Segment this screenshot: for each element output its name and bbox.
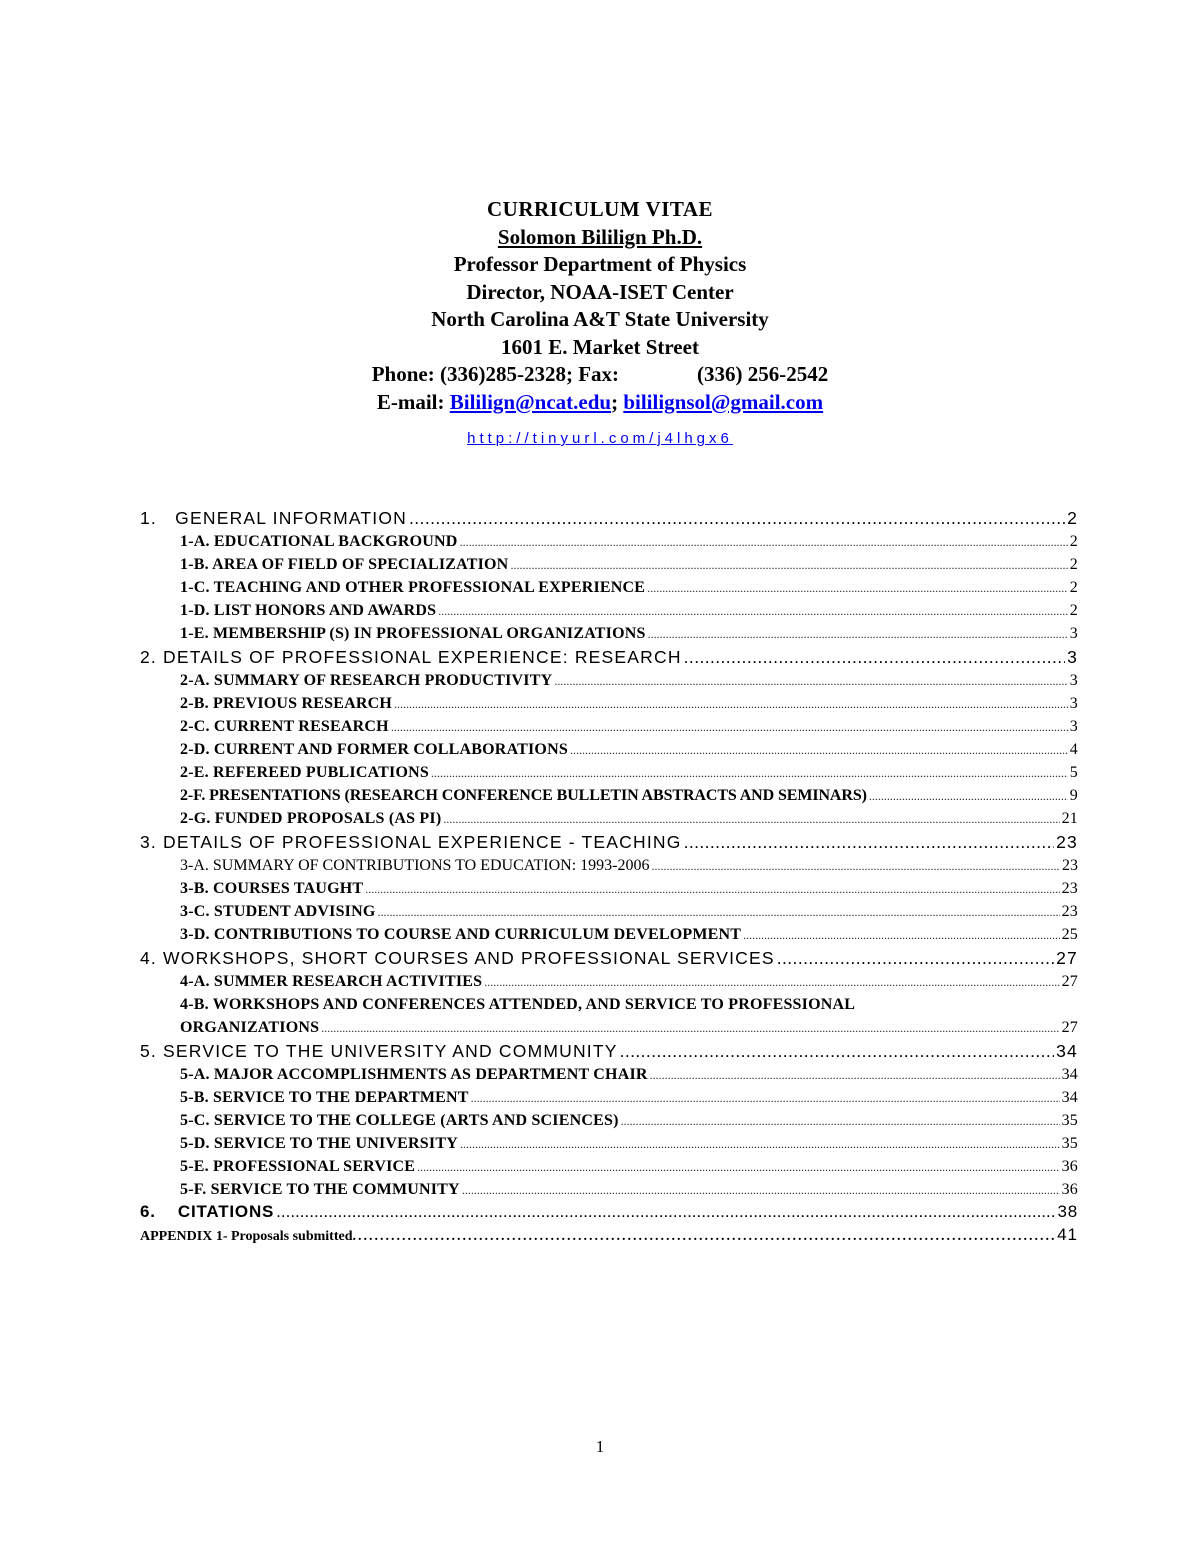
toc-entry[interactable] (140, 807, 1078, 830)
toc-entry[interactable] (140, 715, 1078, 738)
toc-page: 2 (1069, 533, 1078, 550)
toc-page: 3 (1069, 672, 1078, 689)
toc-entry[interactable] (140, 692, 1078, 715)
toc-leader (648, 623, 1068, 646)
toc-leader (438, 600, 1068, 623)
toc-entry[interactable] (140, 923, 1078, 946)
toc-entry[interactable] (140, 761, 1078, 784)
toc-label: 3-B. COURSES TAUGHT (180, 880, 364, 897)
email-label: E-mail: (376, 389, 445, 414)
toc-page: 3 (1067, 647, 1078, 667)
toc-leader (471, 1087, 1060, 1110)
toc-page: 3 (1069, 625, 1078, 642)
homepage-link[interactable]: http://tinyurl.com/j4lhgx6 (467, 430, 733, 447)
toc-entry[interactable] (140, 877, 1078, 900)
toc-leader (358, 1225, 1055, 1249)
toc-entry[interactable] (140, 1086, 1078, 1109)
toc-page: 36 (1061, 1181, 1078, 1198)
toc-page: 23 (1062, 857, 1078, 874)
fax-number: (336) 256-2542 (697, 362, 829, 386)
toc-label: 5-F. SERVICE TO THE COMMUNITY (180, 1181, 460, 1198)
toc-entry[interactable] (140, 622, 1078, 645)
page-number: 1 (595, 1437, 605, 1456)
toc-label: 3-C. STUDENT ADVISING (180, 903, 376, 920)
toc-leader (510, 554, 1067, 577)
toc-label: 2-C. CURRENT RESEARCH (180, 718, 389, 735)
toc-leader (777, 946, 1054, 970)
toc-label: ORGANIZATIONS (180, 1019, 320, 1036)
toc-label: 2. DETAILS OF PROFESSIONAL EXPERIENCE: RESEARCH (140, 647, 682, 667)
toc-leader (650, 1064, 1060, 1087)
toc-leader (431, 762, 1068, 785)
toc-entry[interactable] (140, 1155, 1078, 1178)
author-name: Solomon Bililign Ph.D. (497, 224, 703, 249)
toc-page: 3 (1069, 718, 1078, 735)
toc-page: 35 (1061, 1135, 1078, 1152)
toc-page: 25 (1061, 926, 1078, 943)
toc-label: 5-D. SERVICE TO THE UNIVERSITY (180, 1135, 458, 1152)
toc-leader (554, 670, 1067, 693)
toc-entry[interactable] (140, 1063, 1078, 1086)
toc-leader (321, 1017, 1059, 1040)
toc-leader (365, 878, 1059, 901)
toc-leader (869, 785, 1068, 808)
toc-page: 23 (1061, 880, 1078, 897)
toc-entry[interactable] (140, 830, 1078, 854)
toc-label: APPENDIX 1- Proposals submitted. (140, 1229, 356, 1244)
toc-leader (647, 577, 1068, 600)
toc-leader (409, 506, 1065, 530)
toc-entry[interactable] (140, 553, 1078, 576)
toc-label: 1-E. MEMBERSHIP (S) IN PROFESSIONAL ORGANIZATIONS (180, 625, 646, 642)
toc-label: 3-A. SUMMARY OF CONTRIBUTIONS TO EDUCATION: 1993-2006 (180, 857, 650, 874)
toc-leader (684, 830, 1055, 854)
toc-entry[interactable] (140, 1132, 1078, 1155)
toc-page: 2 (1069, 602, 1078, 619)
toc-page: 27 (1061, 973, 1078, 990)
toc-page: 9 (1069, 787, 1078, 804)
toc-entry[interactable] (140, 1016, 1078, 1039)
toc-leader (743, 924, 1059, 947)
author-position: Professor Department of Physics (453, 252, 747, 276)
toc-entry[interactable] (140, 530, 1078, 553)
toc-entry[interactable] (140, 970, 1078, 993)
toc-label: 5-A. MAJOR ACCOMPLISHMENTS AS DEPARTMENT CHAIR (180, 1066, 648, 1083)
toc-entry[interactable] (140, 1039, 1078, 1063)
toc-leader (652, 855, 1060, 878)
toc-label: 3. DETAILS OF PROFESSIONAL EXPERIENCE - TEACHING (140, 832, 682, 852)
toc-label: 1-C. TEACHING AND OTHER PROFESSIONAL EXPERIENCE (180, 579, 646, 596)
toc-page: 36 (1061, 1158, 1078, 1175)
toc-page: 38 (1057, 1202, 1078, 1221)
toc-page: 41 (1057, 1225, 1078, 1244)
document-title: CURRICULUM VITAE (487, 197, 713, 221)
toc-leader (378, 901, 1060, 924)
toc-page: 2 (1067, 508, 1078, 528)
toc-entry[interactable] (140, 900, 1078, 923)
toc-page: 34 (1061, 1089, 1078, 1106)
email-link-gmail[interactable]: bililignsol@gmail.com (623, 389, 824, 414)
toc-leader (394, 693, 1068, 716)
toc-page: 27 (1056, 948, 1078, 968)
toc-page: 35 (1061, 1112, 1078, 1129)
toc-leader (460, 531, 1068, 554)
toc-leader (417, 1156, 1059, 1179)
toc-entry[interactable] (140, 1201, 1078, 1223)
toc-leader (570, 739, 1068, 762)
toc-leader (484, 971, 1059, 994)
email-separator: ; (611, 389, 619, 414)
toc-label: 1-A. EDUCATIONAL BACKGROUND (180, 533, 458, 550)
toc-entry[interactable] (140, 784, 1078, 807)
table-of-contents (140, 506, 1078, 1247)
toc-label: 2-E. REFEREED PUBLICATIONS (180, 764, 429, 781)
toc-label: 2-F. PRESENTATIONS (RESEARCH CONFERENCE BULLETIN ABSTRACTS AND SEMINARS) (180, 787, 867, 804)
toc-label: 6. CITATIONS (140, 1202, 275, 1221)
toc-entry[interactable] (140, 576, 1078, 599)
toc-entry[interactable] (140, 738, 1078, 761)
toc-entry[interactable] (140, 854, 1078, 877)
toc-label: 1. GENERAL INFORMATION (140, 508, 408, 528)
toc-label: 5-E. PROFESSIONAL SERVICE (180, 1158, 416, 1175)
toc-label: 2-A. SUMMARY OF RESEARCH PRODUCTIVITY (180, 672, 553, 689)
toc-page: 2 (1069, 556, 1078, 573)
toc-page: 3 (1069, 695, 1078, 712)
toc-label: 3-D. CONTRIBUTIONS TO COURSE AND CURRICULUM DEVELOPMENT (180, 926, 742, 943)
toc-label: 5-B. SERVICE TO THE DEPARTMENT (180, 1089, 469, 1106)
cv-header (0, 196, 1200, 447)
toc-label: 1-B. AREA OF FIELD OF SPECIALIZATION (180, 556, 509, 573)
author-director-role: Director, NOAA-ISET Center (466, 279, 734, 304)
toc-page: 21 (1061, 810, 1078, 827)
toc-entry[interactable] (140, 1109, 1078, 1132)
toc-page: 23 (1056, 832, 1078, 852)
toc-page: 4 (1069, 741, 1078, 758)
toc-label: 5-C. SERVICE TO THE COLLEGE (ARTS AND SCIENCES) (180, 1112, 619, 1129)
toc-entry[interactable] (140, 946, 1078, 970)
toc-page: 2 (1069, 579, 1078, 596)
toc-page: 5 (1069, 764, 1078, 781)
toc-entry[interactable] (140, 645, 1078, 669)
email-line (0, 389, 1200, 417)
toc-label: 2-G. FUNDED PROPOSALS (AS PI) (180, 810, 442, 827)
toc-entry-wrapped-line[interactable]: 4-B. WORKSHOPS AND CONFERENCES ATTENDED, AND SERVICE TO PROFESSIONAL (180, 996, 856, 1013)
toc-page: 27 (1061, 1019, 1078, 1036)
toc-leader (620, 1039, 1055, 1063)
university-name: North Carolina A&T State University (431, 307, 769, 331)
toc-label: 1-D. LIST HONORS AND AWARDS (180, 602, 437, 619)
toc-label: 4. WORKSHOPS, SHORT COURSES AND PROFESSIONAL SERVICES (140, 948, 775, 968)
street-address: 1601 E. Market Street (501, 334, 699, 359)
toc-entry[interactable] (140, 1178, 1078, 1201)
toc-leader (684, 645, 1065, 669)
toc-entry[interactable] (140, 1223, 1078, 1247)
toc-leader (276, 1201, 1055, 1223)
toc-entry[interactable] (140, 669, 1078, 692)
toc-leader (443, 808, 1059, 831)
toc-leader (460, 1133, 1060, 1156)
toc-leader (462, 1179, 1060, 1202)
toc-leader (391, 716, 1068, 739)
email-link-ncat[interactable]: Bililign@ncat.edu (449, 389, 612, 414)
toc-leader (621, 1110, 1060, 1133)
toc-label: 5. SERVICE TO THE UNIVERSITY AND COMMUNITY (140, 1041, 618, 1061)
toc-entry[interactable] (140, 599, 1078, 622)
phone-label: Phone: (336)285-2328; Fax: (371, 362, 620, 386)
toc-page: 23 (1061, 903, 1078, 920)
toc-entry[interactable] (140, 506, 1078, 530)
toc-label: 4-A. SUMMER RESEARCH ACTIVITIES (180, 973, 483, 990)
toc-label: 2-B. PREVIOUS RESEARCH (180, 695, 392, 712)
phone-fax-line (0, 361, 1200, 389)
toc-page: 34 (1061, 1066, 1078, 1083)
toc-label: 2-D. CURRENT AND FORMER COLLABORATIONS (180, 741, 568, 758)
toc-page: 34 (1056, 1041, 1078, 1061)
